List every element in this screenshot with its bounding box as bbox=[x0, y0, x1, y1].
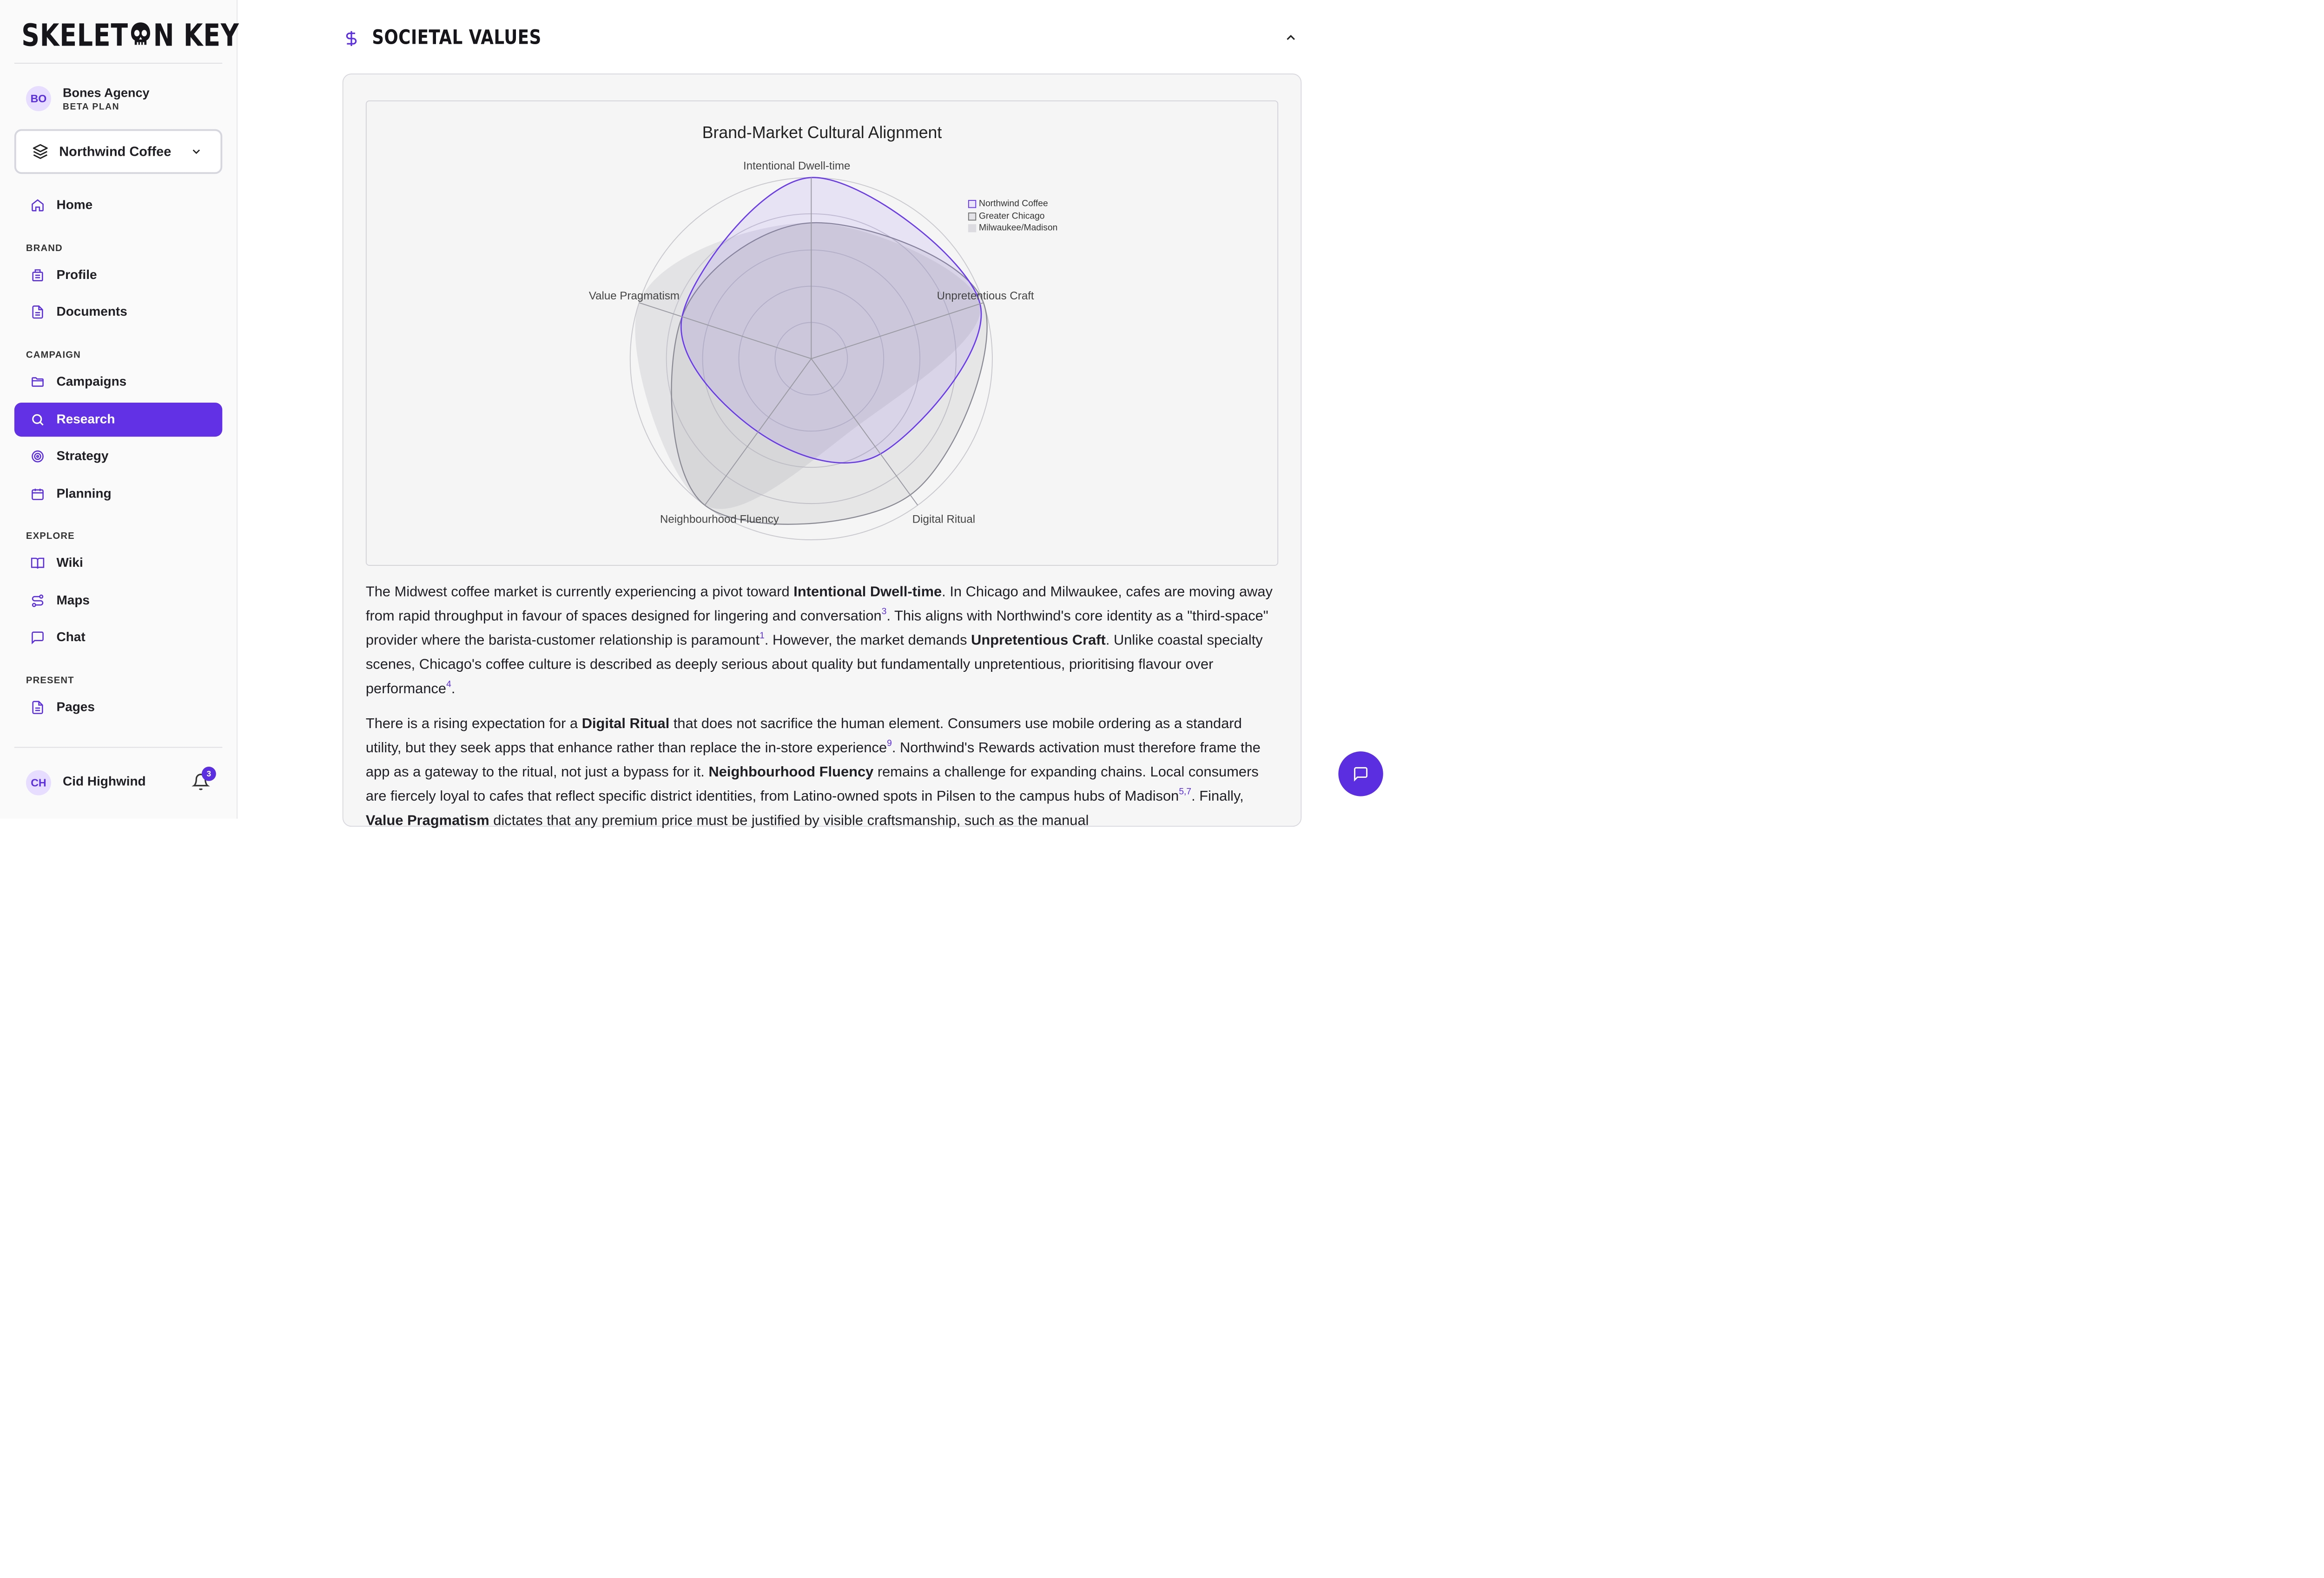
emphasis-text: Value Pragmatism bbox=[365, 813, 489, 829]
nav-pages[interactable] bbox=[14, 690, 222, 724]
nav-chat[interactable] bbox=[14, 621, 222, 655]
paragraph-text: . However, the market demands bbox=[764, 633, 971, 649]
citation-ref[interactable]: 9 bbox=[887, 739, 892, 749]
nav-campaigns[interactable] bbox=[14, 365, 222, 399]
chart-title: Brand-Market Cultural Alignment bbox=[702, 123, 942, 142]
legend-item[interactable]: Greater Chicago bbox=[968, 210, 1058, 222]
brand-logo[interactable]: SKELET N KEY bbox=[21, 18, 239, 54]
nav-profile-label: Profile bbox=[56, 268, 97, 283]
paragraph-text: . Unlike coastal specialty scenes, Chicago's coffee culture is described as deeply serious about quality but fundamentally unpretentious, prioritising flavour over performance bbox=[365, 633, 1263, 697]
notification-badge: 3 bbox=[202, 767, 216, 781]
section-label-campaign: CAMPAIGN bbox=[26, 350, 81, 361]
nav-wiki-label: Wiki bbox=[56, 556, 83, 570]
skull-icon bbox=[128, 20, 153, 47]
nav-strategy[interactable] bbox=[14, 439, 222, 473]
emphasis-text: Intentional Dwell-time bbox=[793, 584, 942, 600]
folder-icon bbox=[31, 375, 45, 389]
citation-ref[interactable]: 3 bbox=[881, 607, 887, 617]
document-icon bbox=[31, 305, 45, 319]
nav-maps[interactable] bbox=[14, 584, 222, 618]
calendar-icon bbox=[31, 487, 45, 501]
citation-ref[interactable]: 1 bbox=[759, 631, 765, 641]
paragraph-text: that does not sacrifice the human element. Consumers use mobile ordering as a standard utility, but they seek apps that enhance rather than replace the in-store experience bbox=[365, 716, 1242, 756]
paragraph-text: . Finally, bbox=[1191, 789, 1244, 804]
paragraph-text: dictates that any premium price must be justified by visible craftsmanship, such as the manual bbox=[489, 813, 1089, 829]
paragraph-text: remains a challenge for expanding chains. Local consumers are fiercely loyal to cafes that reflect specific district identities, from Latino-owned spots in Pilsen to the campus hubs of Madison bbox=[365, 765, 1259, 804]
nav-profile[interactable] bbox=[14, 258, 222, 292]
nav-pages-label: Pages bbox=[56, 700, 95, 715]
nav-planning-label: Planning bbox=[56, 487, 112, 502]
paragraph-text: . In Chicago and Milwaukee, cafes are moving away from rapid throughput in favour of spaces designed for lingering and conversation bbox=[365, 584, 1273, 624]
profile-icon bbox=[31, 268, 45, 283]
nav-chat-label: Chat bbox=[56, 630, 86, 645]
legend-item[interactable]: Milwaukee/Madison bbox=[968, 222, 1058, 234]
paragraph-text: . Northwind's Rewards activation must therefore frame the app as a gateway to the ritual, not just a bypass for it. bbox=[365, 741, 1261, 780]
divider bbox=[14, 747, 222, 748]
paragraph bbox=[366, 712, 1280, 833]
project-select[interactable] bbox=[14, 129, 222, 174]
account-plan: BETA PLAN bbox=[63, 102, 120, 113]
axis-label-neighbourhood-fluency: Neighbourhood Fluency bbox=[660, 513, 779, 526]
citation-ref[interactable]: 5,7 bbox=[1179, 787, 1192, 797]
paragraph-text: There is a rising expectation for a bbox=[365, 716, 582, 732]
nav-documents[interactable] bbox=[14, 295, 222, 329]
chart-legend bbox=[968, 198, 1058, 234]
chevron-down-icon bbox=[190, 145, 203, 158]
paragraph-text: The Midwest coffee market is currently experiencing a pivot toward bbox=[365, 584, 794, 600]
book-icon bbox=[31, 556, 45, 570]
axis-label-unpretentious-craft: Unpretentious Craft bbox=[937, 289, 1034, 302]
chat-fab-button[interactable] bbox=[1338, 751, 1383, 796]
paragraph-text: . bbox=[451, 681, 456, 697]
nav-research-label: Research bbox=[56, 412, 115, 427]
section-label-brand: BRAND bbox=[26, 243, 63, 254]
paragraph bbox=[366, 580, 1280, 701]
section-label-explore: EXPLORE bbox=[26, 530, 75, 542]
user-avatar[interactable]: CH bbox=[26, 770, 51, 796]
nav-research[interactable] bbox=[14, 403, 222, 437]
nav-planning[interactable] bbox=[14, 477, 222, 511]
radar-chart bbox=[366, 100, 1278, 566]
axis-label-intentional-dwell-time: Intentional Dwell-time bbox=[743, 159, 851, 172]
nav-wiki[interactable] bbox=[14, 546, 222, 580]
legend-item[interactable]: Northwind Coffee bbox=[968, 198, 1058, 210]
paragraph-text: . This aligns with Northwind's core identity as a "third-space" provider where the barista-customer relationship is paramount bbox=[365, 609, 1268, 649]
user-name[interactable]: Cid Highwind bbox=[63, 775, 146, 789]
dollar-icon bbox=[343, 28, 361, 49]
axis-label-value-pragmatism: Value Pragmatism bbox=[588, 289, 680, 302]
chat-icon bbox=[1353, 766, 1369, 782]
chevron-up-icon[interactable] bbox=[1284, 31, 1298, 45]
project-select-value: Northwind Coffee bbox=[59, 144, 172, 159]
home-icon bbox=[31, 198, 45, 212]
account-name: Bones Agency bbox=[63, 85, 150, 100]
map-route-icon bbox=[31, 594, 45, 608]
axis-label-digital-ritual: Digital Ritual bbox=[912, 513, 976, 526]
section-title: SOCIETAL VALUES bbox=[372, 27, 541, 50]
emphasis-text: Unpretentious Craft bbox=[971, 633, 1106, 649]
emphasis-text: Neighbourhood Fluency bbox=[708, 765, 874, 780]
nav-campaigns-label: Campaigns bbox=[56, 375, 127, 390]
chat-icon bbox=[31, 630, 45, 645]
target-icon bbox=[31, 449, 45, 464]
layers-icon bbox=[32, 144, 48, 160]
section-label-present: PRESENT bbox=[26, 675, 74, 686]
account-avatar: BO bbox=[26, 86, 51, 111]
nav-documents-label: Documents bbox=[56, 305, 127, 319]
divider bbox=[14, 63, 222, 64]
nav-home-label: Home bbox=[56, 198, 93, 213]
citation-ref[interactable]: 4 bbox=[446, 679, 451, 690]
section-header[interactable] bbox=[343, 25, 1302, 52]
emphasis-text: Digital Ritual bbox=[581, 716, 670, 732]
nav-home[interactable] bbox=[14, 188, 222, 222]
sidebar bbox=[0, 0, 238, 819]
search-icon bbox=[31, 412, 45, 427]
nav-strategy-label: Strategy bbox=[56, 449, 109, 464]
document-icon bbox=[31, 700, 45, 715]
nav-maps-label: Maps bbox=[56, 593, 90, 608]
